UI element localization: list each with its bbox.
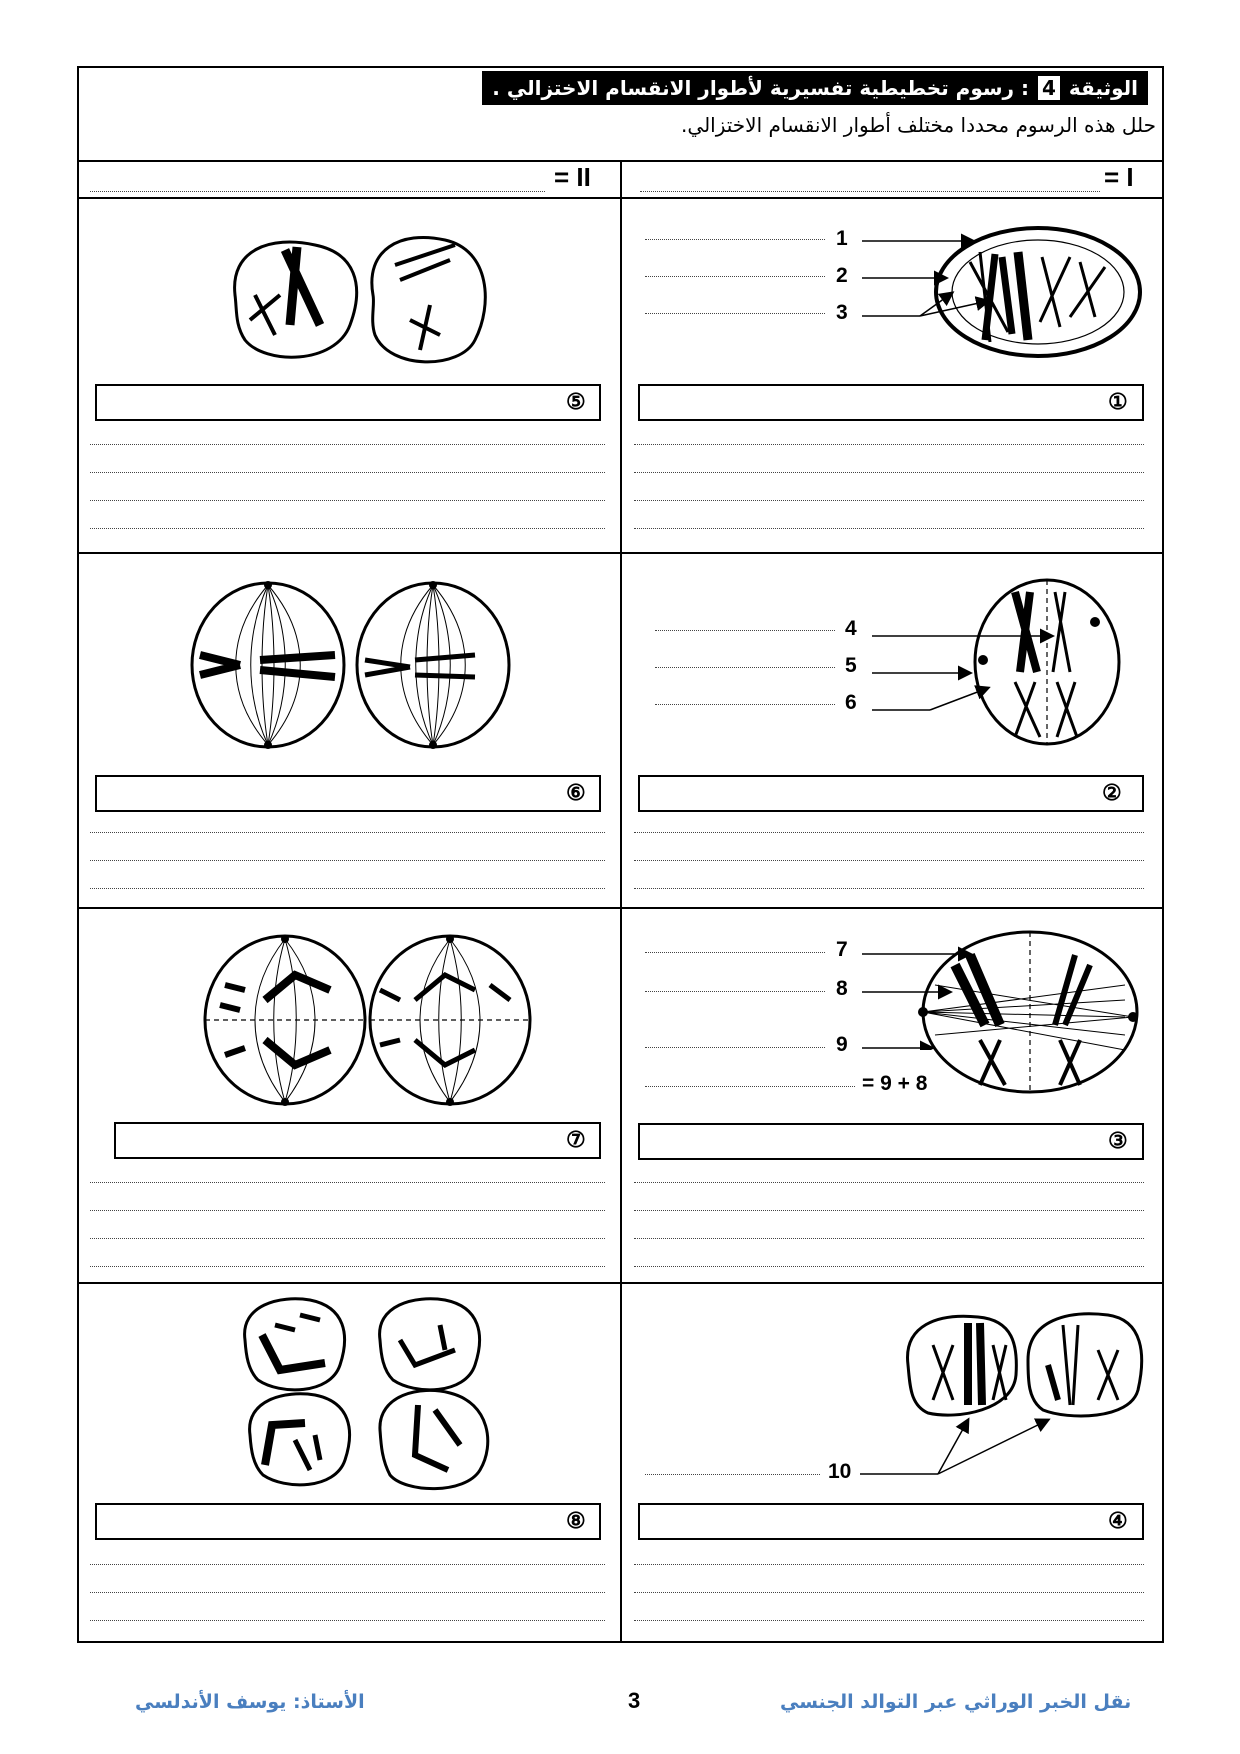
answer-line[interactable] (90, 1182, 605, 1183)
answer-line-column-II[interactable] (90, 191, 545, 192)
label-2: 2 (836, 264, 848, 287)
answer-line[interactable] (634, 860, 1144, 861)
answer-line[interactable] (90, 832, 605, 833)
title-label: الوثيقة (1068, 76, 1138, 100)
answer-line-6[interactable] (655, 704, 835, 705)
label-6: 6 (845, 691, 857, 714)
answer-line[interactable] (634, 1210, 1144, 1211)
answer-box-4[interactable] (638, 1503, 1144, 1540)
footer-course-title: نقل الخبر الوراثي عبر التوالد الجنسي (780, 1691, 1132, 1713)
label-arrows-1-3 (860, 225, 1010, 325)
label-5: 5 (845, 654, 857, 677)
title-rest: : رسوم تخطيطية تفسيرية لأطوار الانقسام الاختزالي . (492, 76, 1030, 100)
answer-line[interactable] (90, 1620, 605, 1621)
label-10: 10 (828, 1460, 852, 1483)
answer-line-column-I[interactable] (640, 191, 1100, 192)
label-9: 9 (836, 1033, 848, 1056)
label-arrows-7-9 (860, 940, 990, 1050)
answer-box-8[interactable] (95, 1503, 601, 1540)
label-arrows-4-6 (870, 620, 1060, 720)
panel-number-8: ⑧ (566, 1508, 586, 1533)
answer-line-1[interactable] (645, 239, 825, 240)
answer-line[interactable] (90, 500, 605, 501)
label-8: 8 (836, 977, 848, 1000)
answer-line[interactable] (90, 472, 605, 473)
answer-line[interactable] (634, 1564, 1144, 1565)
answer-line[interactable] (90, 888, 605, 889)
answer-line[interactable] (90, 1592, 605, 1593)
answer-line[interactable] (90, 860, 605, 861)
answer-line[interactable] (634, 888, 1144, 889)
title-number: 4 (1038, 76, 1060, 100)
label-3: 3 (836, 301, 848, 324)
answer-line[interactable] (90, 528, 605, 529)
answer-line[interactable] (634, 1266, 1144, 1267)
document-title (482, 71, 1148, 105)
cell-diagram-6 (185, 575, 520, 755)
answer-box-6[interactable] (95, 775, 601, 812)
answer-line[interactable] (634, 444, 1144, 445)
answer-line[interactable] (634, 1592, 1144, 1593)
label-9-plus-8: = 9 + 8 (862, 1072, 928, 1095)
panel-number-5: ⑤ (566, 389, 586, 414)
answer-line[interactable] (90, 1238, 605, 1239)
answer-box-1[interactable] (638, 384, 1144, 421)
answer-line[interactable] (634, 528, 1144, 529)
column-divider (620, 160, 622, 1643)
footer-teacher: الأستاذ: يوسف الأندلسي (135, 1691, 365, 1713)
label-4: 4 (845, 617, 857, 640)
answer-line[interactable] (90, 1266, 605, 1267)
label-7: 7 (836, 938, 848, 961)
cell-diagram-7 (200, 930, 535, 1110)
cell-diagram-5 (225, 225, 495, 375)
answer-line-9-plus-8[interactable] (645, 1086, 855, 1087)
answer-line-2[interactable] (645, 276, 825, 277)
panel-number-6: ⑥ (566, 780, 586, 805)
answer-box-3[interactable] (638, 1123, 1144, 1160)
column-heading-II: II = (554, 162, 591, 192)
panel-number-1: ① (1108, 389, 1128, 414)
answer-box-2[interactable] (638, 775, 1144, 812)
answer-line[interactable] (90, 444, 605, 445)
answer-line[interactable] (634, 1238, 1144, 1239)
panel-number-3: ③ (1108, 1128, 1128, 1153)
answer-line-7[interactable] (645, 952, 825, 953)
answer-line-3[interactable] (645, 313, 825, 314)
answer-line-9[interactable] (645, 1047, 825, 1048)
answer-box-7[interactable] (114, 1122, 601, 1159)
panel-number-7: ⑦ (566, 1127, 586, 1152)
answer-line-8[interactable] (645, 991, 825, 992)
answer-line[interactable] (634, 472, 1144, 473)
answer-line[interactable] (634, 1620, 1144, 1621)
label-1: 1 (836, 227, 848, 250)
column-heading-I: I = (1104, 162, 1134, 192)
panel-number-2: ② (1102, 780, 1122, 805)
instruction-text: حلل هذه الرسوم محددا مختلف أطوار الانقسام الاختزالي. (681, 113, 1156, 137)
answer-line[interactable] (90, 1210, 605, 1211)
label-arrow-10 (858, 1405, 1058, 1485)
answer-line[interactable] (634, 832, 1144, 833)
answer-line[interactable] (90, 1564, 605, 1565)
answer-line-4[interactable] (655, 630, 835, 631)
answer-box-5[interactable] (95, 384, 601, 421)
answer-line[interactable] (634, 1182, 1144, 1183)
page-number: 3 (628, 1688, 641, 1713)
cell-diagram-8 (240, 1295, 500, 1495)
answer-line-5[interactable] (655, 667, 835, 668)
answer-line-10[interactable] (645, 1474, 820, 1475)
answer-line[interactable] (634, 500, 1144, 501)
panel-number-4: ④ (1108, 1508, 1128, 1533)
